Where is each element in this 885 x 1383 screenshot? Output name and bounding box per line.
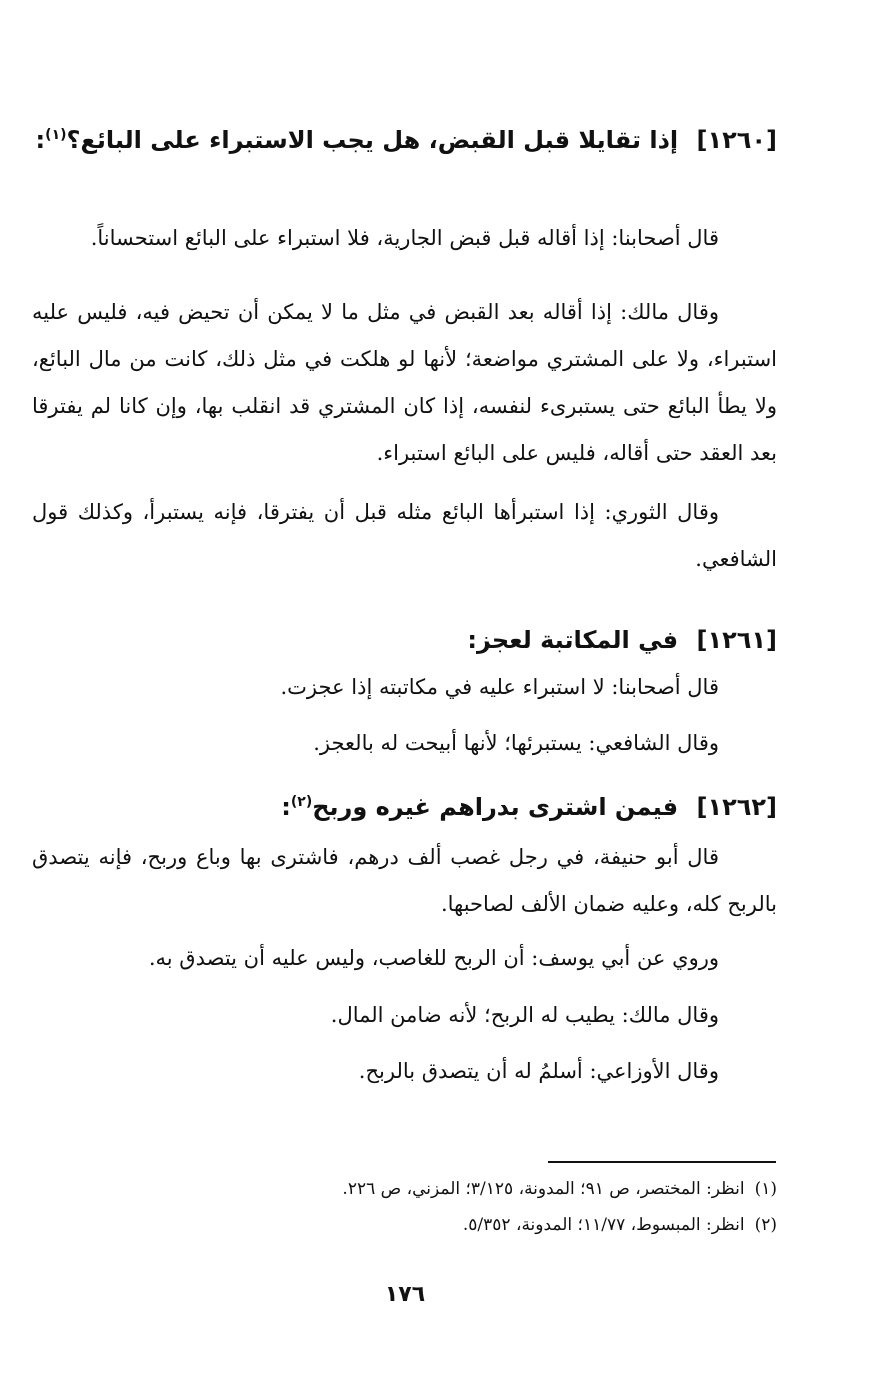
footnote-number: (١) [754, 1179, 777, 1199]
paragraph: قال أصحابنا: إذا أقاله قبل قبض الجارية، فلا استبراء على البائع استحساناً. [90, 226, 719, 250]
paragraph: وقال الأوزاعي: أسلمُ له أن يتصدق بالربح. [358, 1059, 719, 1083]
footnote-ref: (٢) [290, 794, 313, 810]
footnote-text: انظر: المختصر، ص ٩١؛ المدونة، ٣/١٢٥؛ المزني، ص ٢٢٦. [342, 1179, 745, 1199]
section-title: فيمن اشترى بدراهم غيره وربح [312, 793, 679, 821]
page-number: ١٧٦ [384, 1282, 426, 1307]
section-1261-heading [32, 615, 777, 665]
heading-suffix: : [35, 126, 46, 154]
section-1262-heading [32, 782, 777, 832]
footnote-ref: (١) [45, 127, 67, 143]
footnote-divider [548, 1161, 776, 1163]
footnote-text: انظر: المبسوط، ١١/٧٧؛ المدونة، ٥/٣٥٢. [462, 1215, 745, 1235]
paragraph: وقال مالك: يطيب له الربح؛ لأنه ضامن المال. [330, 1003, 719, 1027]
section-1260-heading [32, 115, 777, 165]
paragraph: قال أبو حنيفة، في رجل غصب ألف درهم، فاشترى بها وباع وربح، فإنه يتصدق بالربح كله، وعليه ضمان الألف لصاحبها. [32, 845, 777, 916]
footnote [32, 1175, 777, 1203]
section-number: [١٢٦٢] [696, 793, 777, 821]
section-title: إذا تقايلا قبل القبض، هل يجب الاستبراء على البائع؟ [66, 126, 679, 154]
footnote-number: (٢) [754, 1215, 777, 1235]
paragraph: وقال الثوري: إذا استبرأها البائع مثله قبل أن يفترقا، فإنه يستبرأ، وكذلك قول الشافعي. [32, 500, 777, 571]
paragraph: وقال الشافعي: يستبرئها؛ لأنها أبيحت له بالعجز. [313, 731, 719, 755]
section-number: [١٢٦١] [696, 626, 777, 654]
paragraph: قال أصحابنا: لا استبراء عليه في مكاتبته إذا عجزت. [280, 675, 719, 699]
heading-suffix: : [281, 793, 291, 821]
paragraph: وروي عن أبي يوسف: أن الربح للغاصب، وليس عليه أن يتصدق به. [148, 946, 719, 970]
section-number: [١٢٦٠] [696, 126, 777, 154]
paragraph: وقال مالك: إذا أقاله بعد القبض في مثل ما لا يمكن أن تحيض فيه، فليس عليه استبراء، ولا على المشتري مواضعة؛ لأنها لو هلكت في مثل ذلك، كانت من مال البائع، ولا يطأ البائع حتى يستبرىء لنفسه، إذا كان المشتري قد انقلب بها، وإن كانا لم يفترقا بعد العقد حتى أقاله، فليس على البائع استبراء. [32, 300, 777, 465]
footnote [32, 1211, 777, 1239]
section-title: في المكاتبة لعجز: [467, 626, 679, 654]
